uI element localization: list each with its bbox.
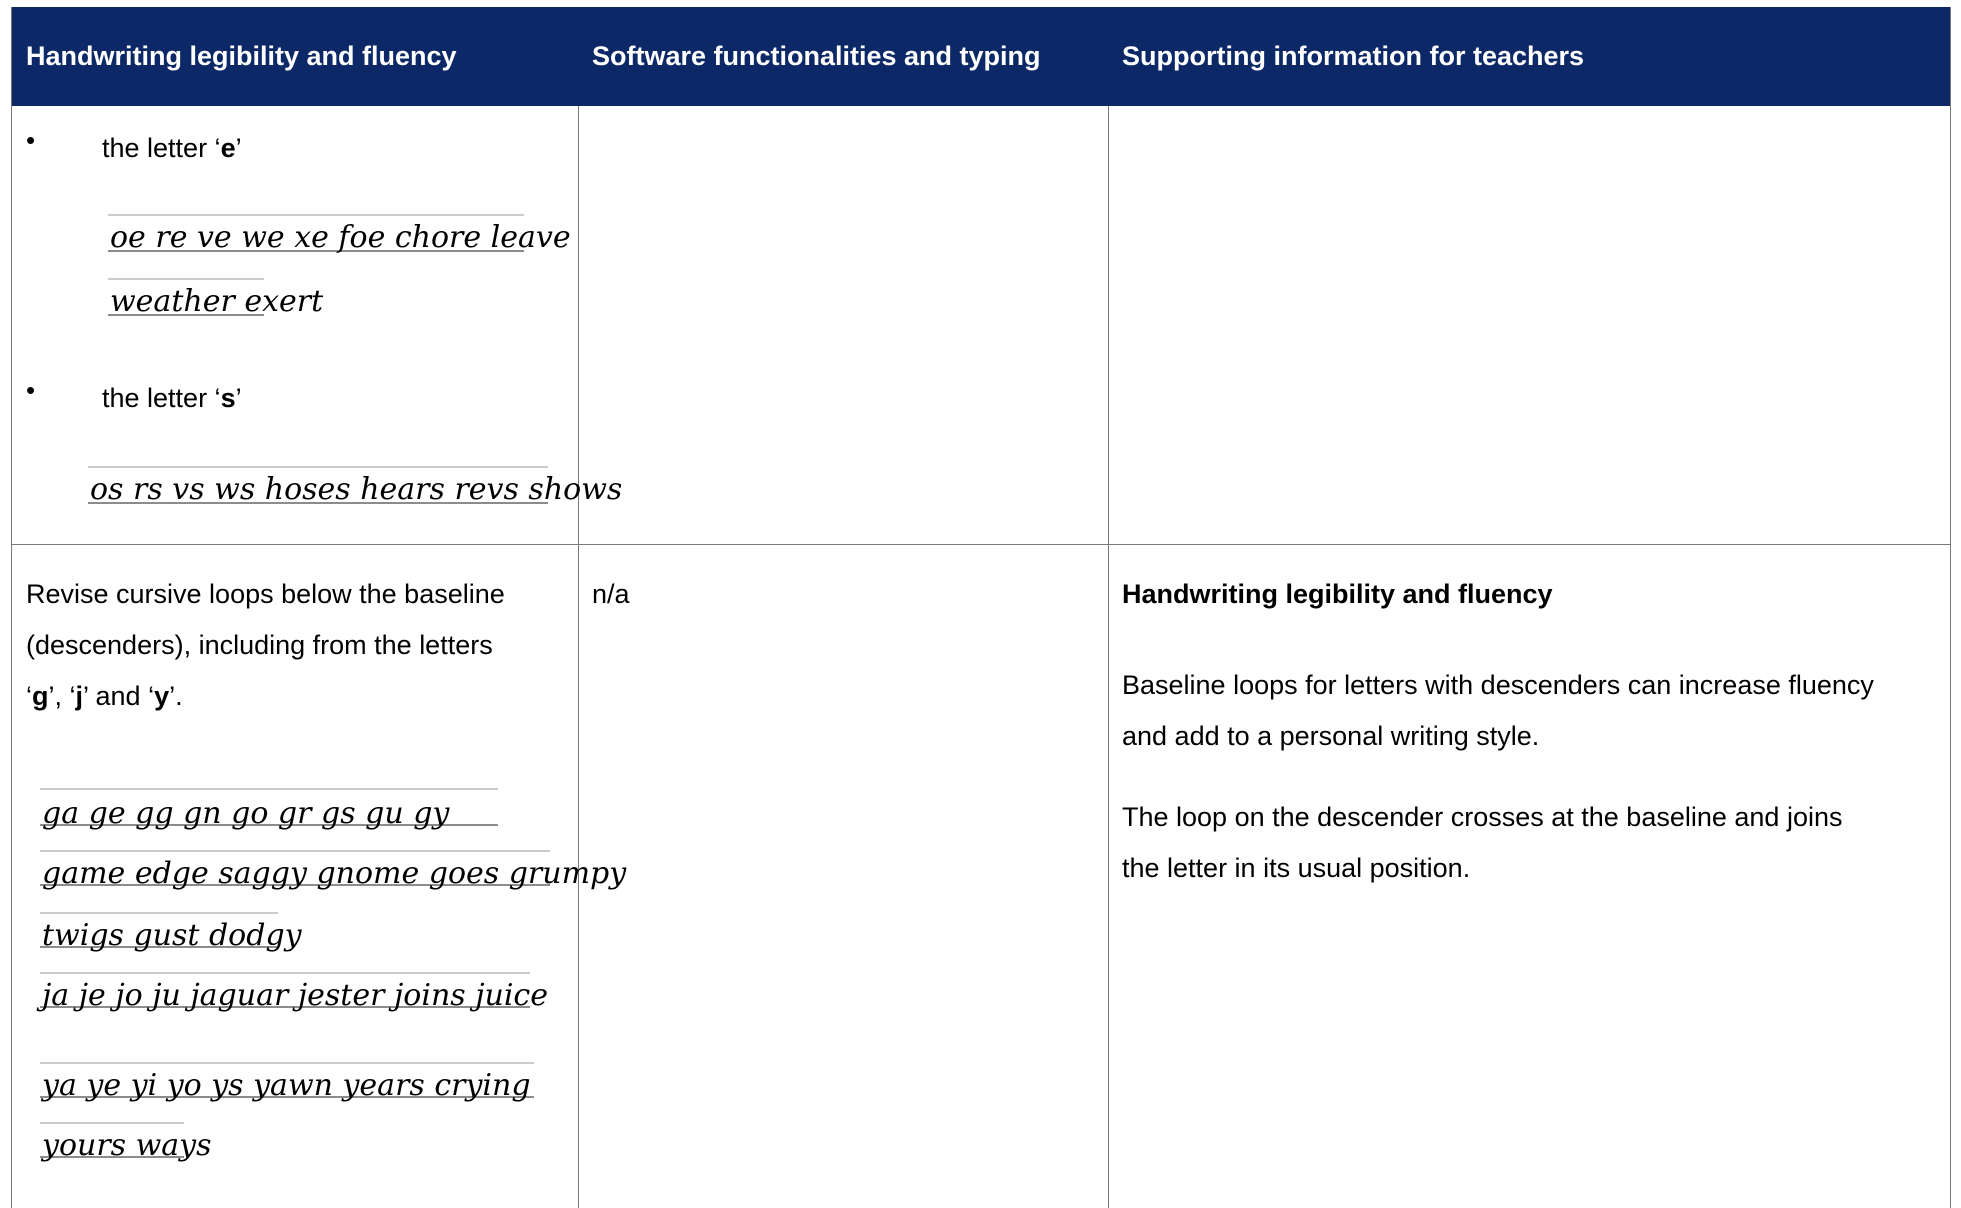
supporting-paragraph-1: Baseline loops for letters with descenders can increase fluency and add to a personal writing style.	[1122, 670, 1874, 751]
cursive-sample-e	[108, 203, 571, 338]
header-handwriting: Handwriting legibility and fluency	[26, 41, 457, 71]
cursive-line: ga ge gg gn go gr gs gu gy	[42, 796, 450, 831]
cursive-line: twigs gust dodgy	[42, 918, 302, 953]
cursive-line: ya ye yi yo ys yawn years crying	[42, 1068, 531, 1103]
cursive-line: oe re ve we xe foe chore leave	[110, 220, 571, 255]
cursive-line: weather exert	[110, 284, 324, 319]
cursive-line: game edge saggy gnome goes grumpy	[42, 856, 627, 891]
cursive-sample-j	[40, 963, 570, 1038]
table-header	[12, 7, 1950, 106]
cursive-line: yours ways	[42, 1128, 212, 1163]
revise-descenders-text: Revise cursive loops below the baseline (descenders), including from the letters ‘g’, ‘j’ and ‘y’.	[26, 579, 505, 711]
cursive-sample-g	[40, 779, 627, 974]
cursive-sample-s	[88, 455, 623, 530]
bullet-letter-s: the letter ‘s’	[102, 383, 242, 413]
supporting-paragraph-2: The loop on the descender crosses at the baseline and joins the letter in its usual position.	[1122, 802, 1843, 883]
bullet-marker: •	[26, 125, 36, 155]
bullet-letter-e: the letter ‘e’	[102, 133, 242, 163]
header-supporting-info: Supporting information for teachers	[1122, 41, 1585, 71]
column-divider	[1108, 106, 1109, 1208]
cursive-line: ja je jo ju jaguar jester joins juice	[42, 978, 548, 1013]
column-divider	[578, 106, 579, 1208]
row-divider	[12, 544, 1950, 545]
curriculum-table	[11, 7, 1951, 1208]
software-na-text: n/a	[592, 579, 630, 609]
cursive-sample-y	[40, 1049, 570, 1184]
bullet-marker: •	[26, 375, 36, 405]
header-software: Software functionalities and typing	[592, 41, 1041, 71]
cursive-line: os rs vs ws hoses hears revs shows	[90, 472, 623, 507]
supporting-heading: Handwriting legibility and fluency	[1122, 579, 1553, 609]
